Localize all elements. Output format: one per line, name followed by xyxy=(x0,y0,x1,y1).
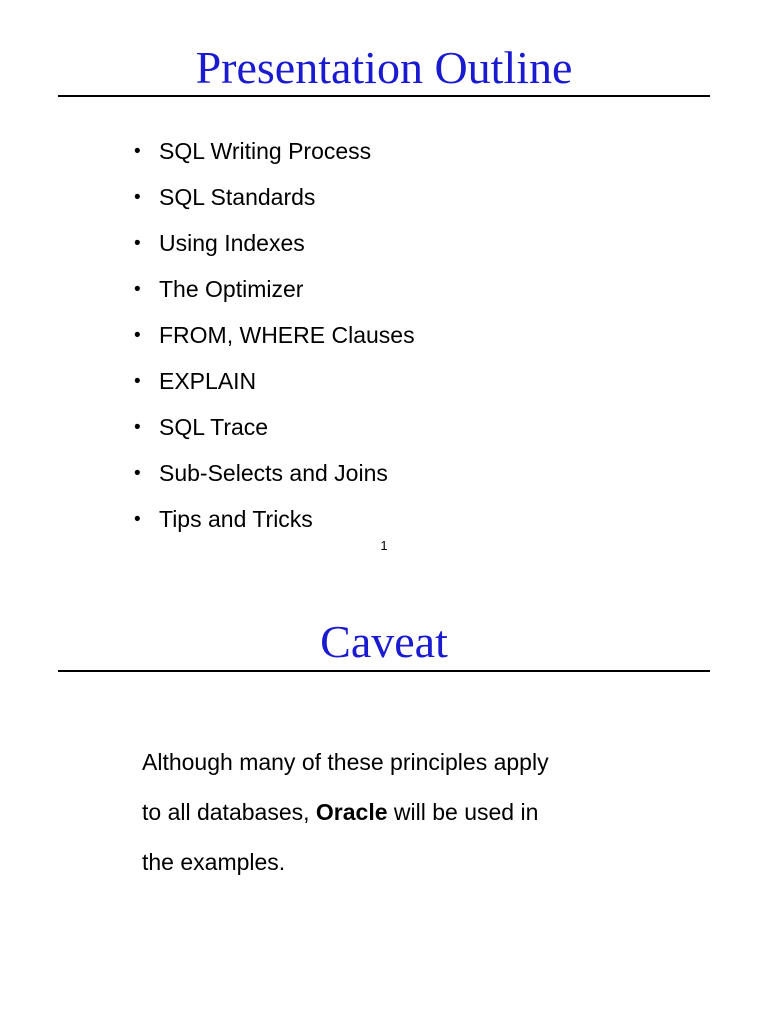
title-divider xyxy=(58,95,710,97)
bullet-text: Using Indexes xyxy=(159,230,305,256)
bullet-icon: • xyxy=(134,417,141,438)
bullet-icon: • xyxy=(134,141,141,162)
caveat-line-3: the examples. xyxy=(142,849,286,875)
bullet-icon: • xyxy=(134,509,141,530)
bullet-text: Tips and Tricks xyxy=(159,506,313,532)
list-item xyxy=(134,411,415,457)
list-item xyxy=(134,319,415,365)
caveat-line-2-start: to all databases, xyxy=(142,799,316,825)
slide-title-presentation-outline: Presentation Outline xyxy=(195,42,573,93)
bullet-text: EXPLAIN xyxy=(159,368,257,394)
bullet-text: SQL Standards xyxy=(159,184,316,210)
caveat-line-1: Although many of these principles apply xyxy=(142,749,549,775)
bullet-icon: • xyxy=(134,233,141,254)
bullet-text: SQL Trace xyxy=(159,414,269,440)
list-item xyxy=(134,457,415,503)
list-item xyxy=(134,503,415,549)
bullet-icon: • xyxy=(134,371,141,392)
list-item xyxy=(134,273,415,319)
bullet-icon: • xyxy=(134,325,141,346)
caveat-line-2 xyxy=(142,787,662,837)
bullet-text: Sub-Selects and Joins xyxy=(159,460,388,486)
list-item xyxy=(134,365,415,411)
title-divider xyxy=(58,670,710,672)
list-item xyxy=(134,135,415,181)
bullet-icon: • xyxy=(134,463,141,484)
outline-bullet-list xyxy=(134,135,415,549)
oracle-emphasis: Oracle xyxy=(315,799,388,825)
bullet-text: The Optimizer xyxy=(159,276,304,302)
list-item xyxy=(134,181,415,227)
bullet-icon: • xyxy=(134,187,141,208)
page-number: 1 xyxy=(380,538,388,553)
bullet-text: FROM, WHERE Clauses xyxy=(159,322,415,348)
list-item xyxy=(134,227,415,273)
bullet-icon: • xyxy=(134,279,141,300)
bullet-text: SQL Writing Process xyxy=(159,138,372,164)
caveat-paragraph xyxy=(142,737,662,887)
slide-title-caveat: Caveat xyxy=(320,616,448,667)
caveat-line-2-end: will be used in xyxy=(387,799,539,825)
